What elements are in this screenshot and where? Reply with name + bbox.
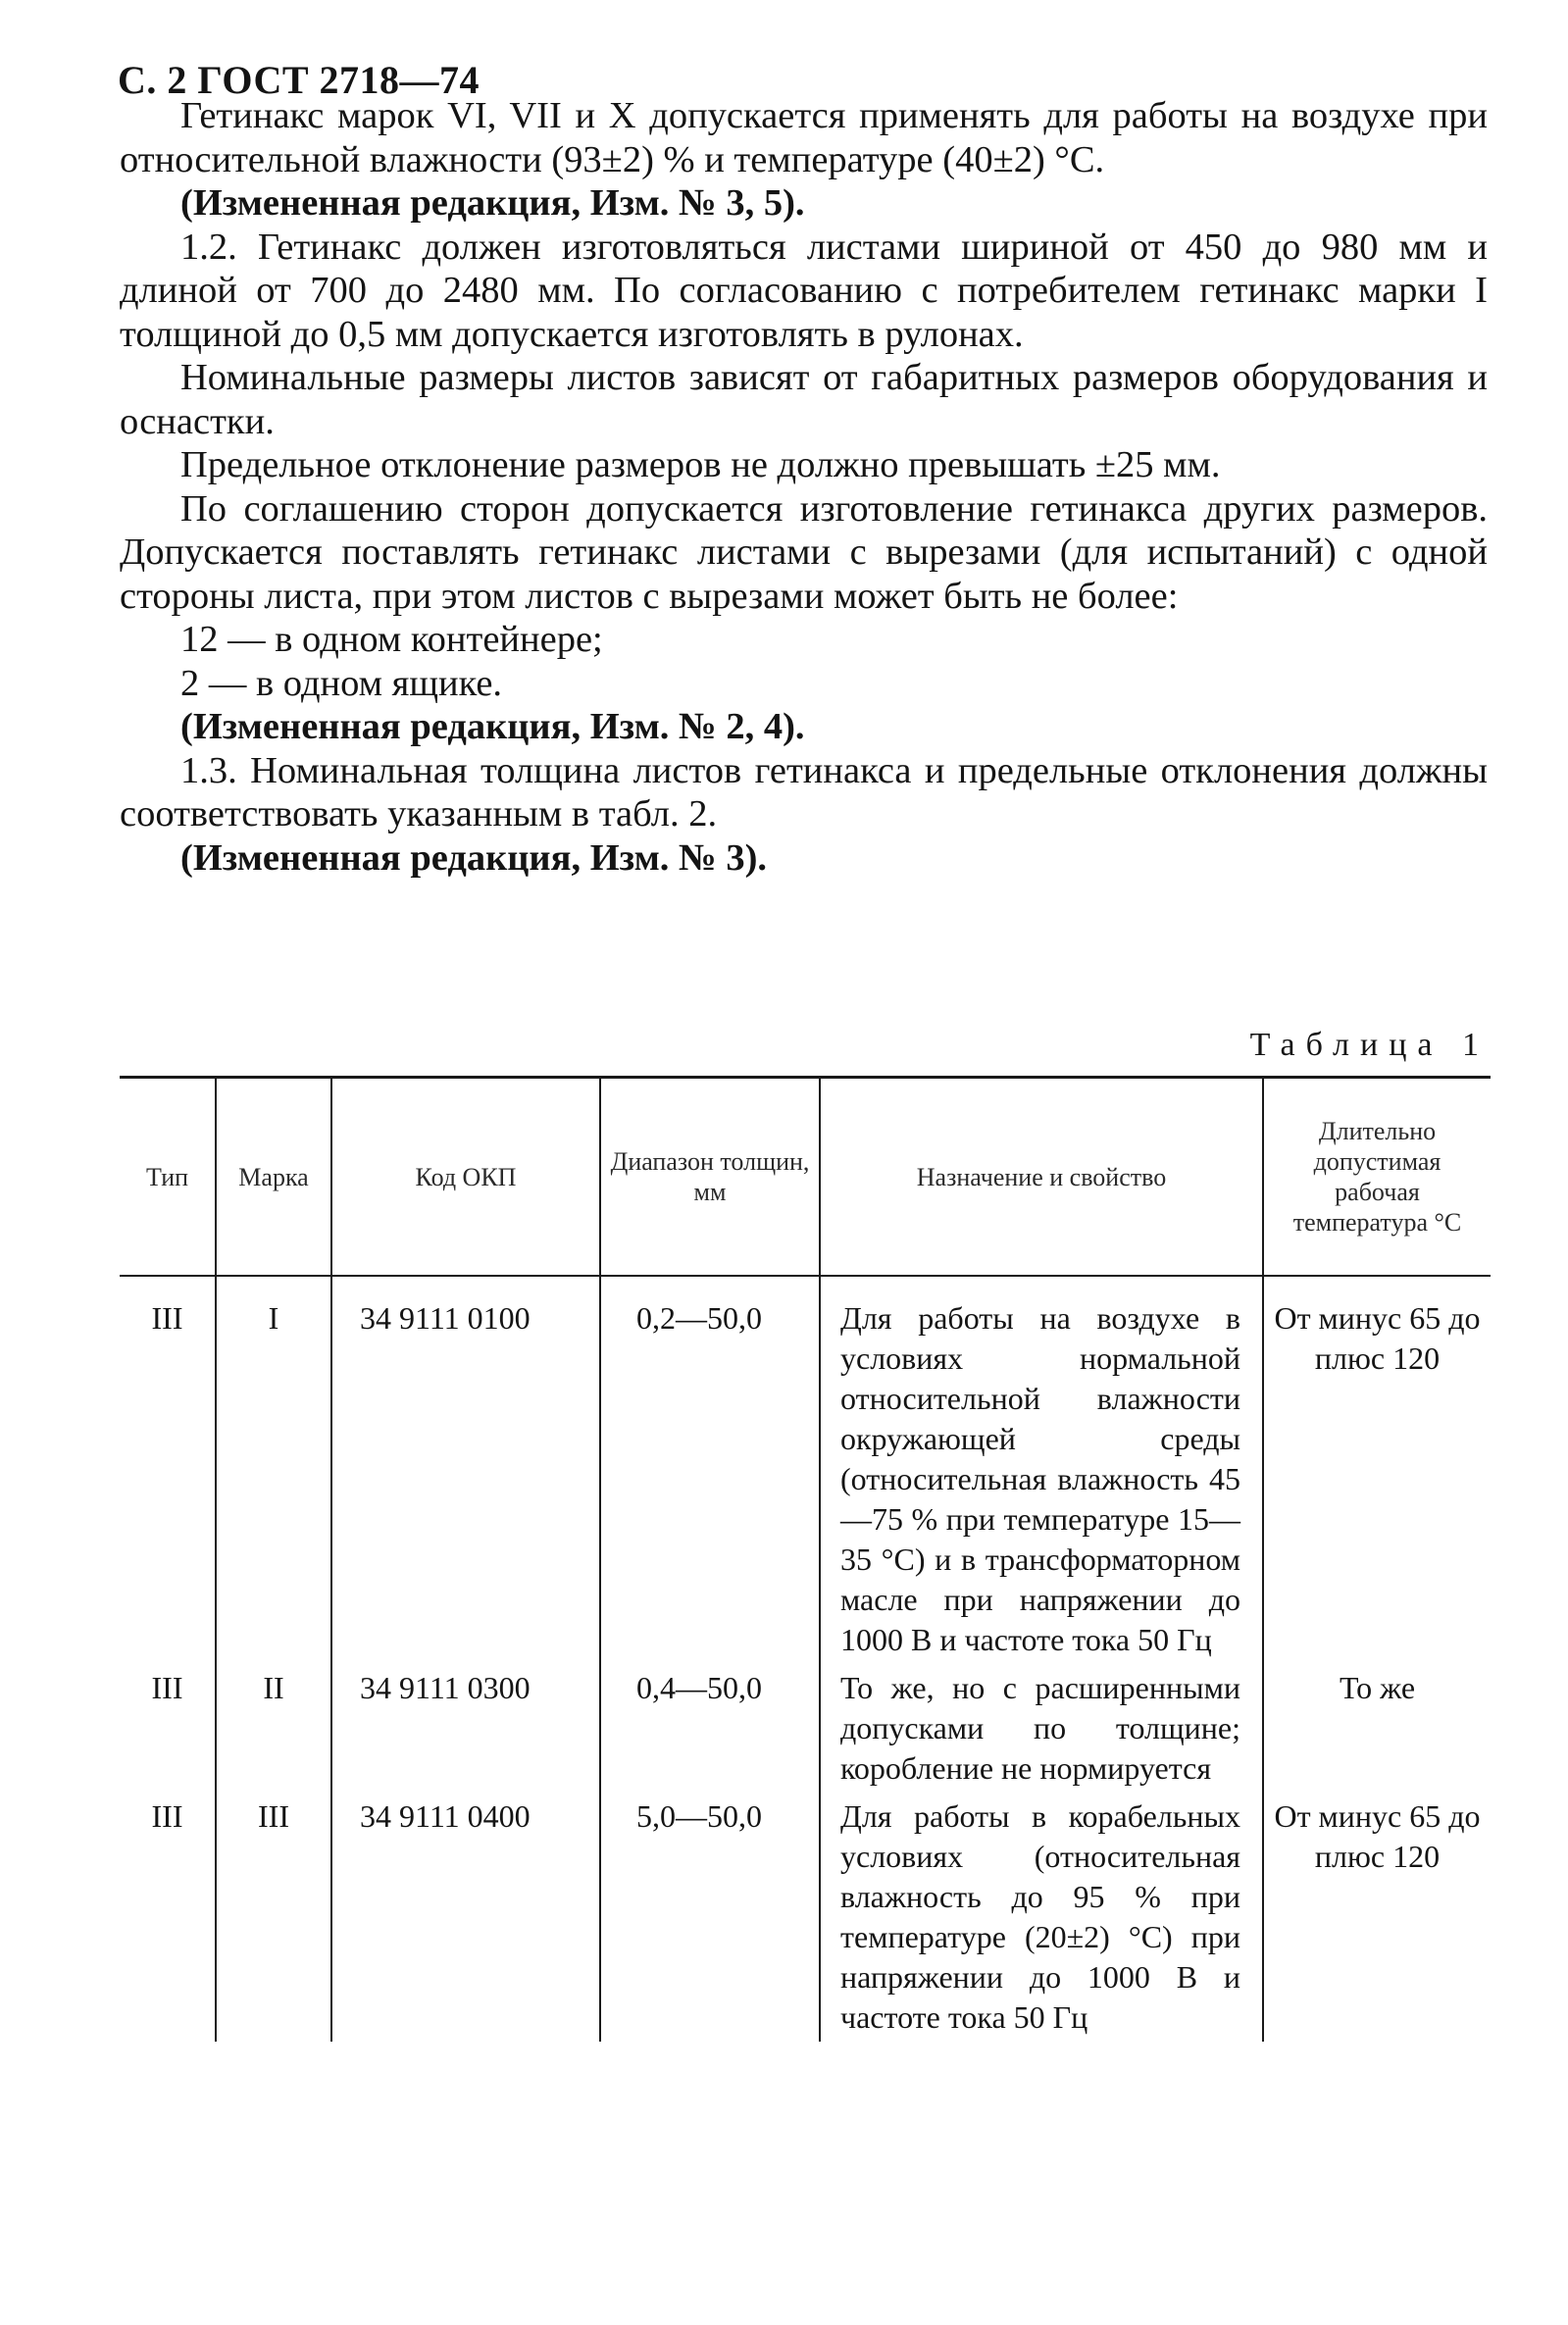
cell-purpose: Для работы на воздухе в условиях нормальной относительной влажности окружающей среды (относительная влажность 45—75 % при температуре 15—35 °С) и в трансформаторном масле при напряжении до 1000 В и частоте тока 50 Гц — [820, 1276, 1263, 1664]
amendment-note: (Измененная редакция, Изм. № 3, 5). — [180, 182, 805, 224]
cell-purpose: Для работы в корабельных условиях (относительная влажность до 95 % при температуре (20±2) °С) при напряжении до 1000 В и частоте тока 50 Гц — [820, 1793, 1263, 2042]
header-cell: Назначение и свойство — [820, 1078, 1263, 1277]
table-1 — [120, 1076, 1491, 2042]
cell-thickness-range: 0,2—50,0 — [600, 1276, 820, 1664]
amendment-note: (Измененная редакция, Изм. № 3). — [180, 836, 768, 879]
table-row — [120, 1276, 1491, 1664]
table-header-row — [120, 1078, 1491, 1277]
list-item: 12 — в одном контейнере; — [180, 619, 603, 660]
page-header: С. 2 ГОСТ 2718—74 — [118, 58, 481, 102]
cell-type: III — [151, 1300, 183, 1336]
cell-temperature: От минус 65 до плюс 120 — [1263, 1793, 1491, 2042]
table-row — [120, 1664, 1491, 1793]
cell-okp-code: 34 9111 0100 — [331, 1276, 600, 1664]
header-cell: Код ОКП — [331, 1078, 600, 1277]
list-item: 2 — в одном ящике. — [180, 662, 503, 704]
paragraph: Предельное отклонение размеров не должно превышать ±25 мм. — [180, 444, 1221, 485]
paragraph: 1.2. Гетинакс должен изготовляться листами шириной от 450 до 980 мм и длиной от 700 до 2480 мм. По согласованию с потребителем гетинакс марки I толщиной до 0,5 мм допускается изготовлять в рулонах. — [120, 226, 1488, 355]
cell-thickness-range: 5,0—50,0 — [600, 1793, 820, 2042]
cell-temperature: От минус 65 до плюс 120 — [1263, 1276, 1491, 1664]
cell-okp-code: 34 9111 0300 — [331, 1664, 600, 1793]
paragraph: Гетинакс марок VI, VII и X допускается применять для работы на воздухе при относительной влажности (93±2) % и температуре (40±2) °С. — [120, 95, 1488, 180]
cell-grade: II — [216, 1664, 331, 1793]
cell-grade: I — [216, 1276, 331, 1664]
paragraph: По соглашению сторон допускается изготовление гетинакса других размеров. Допускается поставлять гетинакс листами с вырезами (для испытаний) с одной стороны листа, при этом листов с вырезами может быть не более: — [120, 487, 1488, 617]
cell-purpose: То же, но с расширенными допусками по толщине; коробление не нормируется — [820, 1664, 1263, 1793]
header-cell: Диапазон толщин, мм — [600, 1078, 820, 1277]
cell-grade: III — [216, 1793, 331, 2042]
header-cell: Длительно допустимая рабочая температура °С — [1263, 1078, 1491, 1277]
cell-thickness-range: 0,4—50,0 — [600, 1664, 820, 1793]
cell-okp-code: 34 9111 0400 — [331, 1793, 600, 2042]
body-text — [120, 94, 1488, 880]
cell-type: III — [151, 1670, 183, 1705]
paragraph: Номинальные размеры листов зависят от габаритных размеров оборудования и оснастки. — [120, 357, 1488, 442]
amendment-note: (Измененная редакция, Изм. № 2, 4). — [180, 706, 805, 747]
cell-temperature: То же — [1263, 1664, 1491, 1793]
table-caption: Таблица 1 — [1249, 1027, 1490, 1063]
cell-type: III — [151, 1798, 183, 1834]
header-cell: Тип — [120, 1078, 216, 1277]
table-row — [120, 1793, 1491, 2042]
header-cell: Марка — [216, 1078, 331, 1277]
paragraph: 1.3. Номинальная толщина листов гетинакса и предельные отклонения должны соответствовать указанным в табл. 2. — [120, 749, 1488, 834]
